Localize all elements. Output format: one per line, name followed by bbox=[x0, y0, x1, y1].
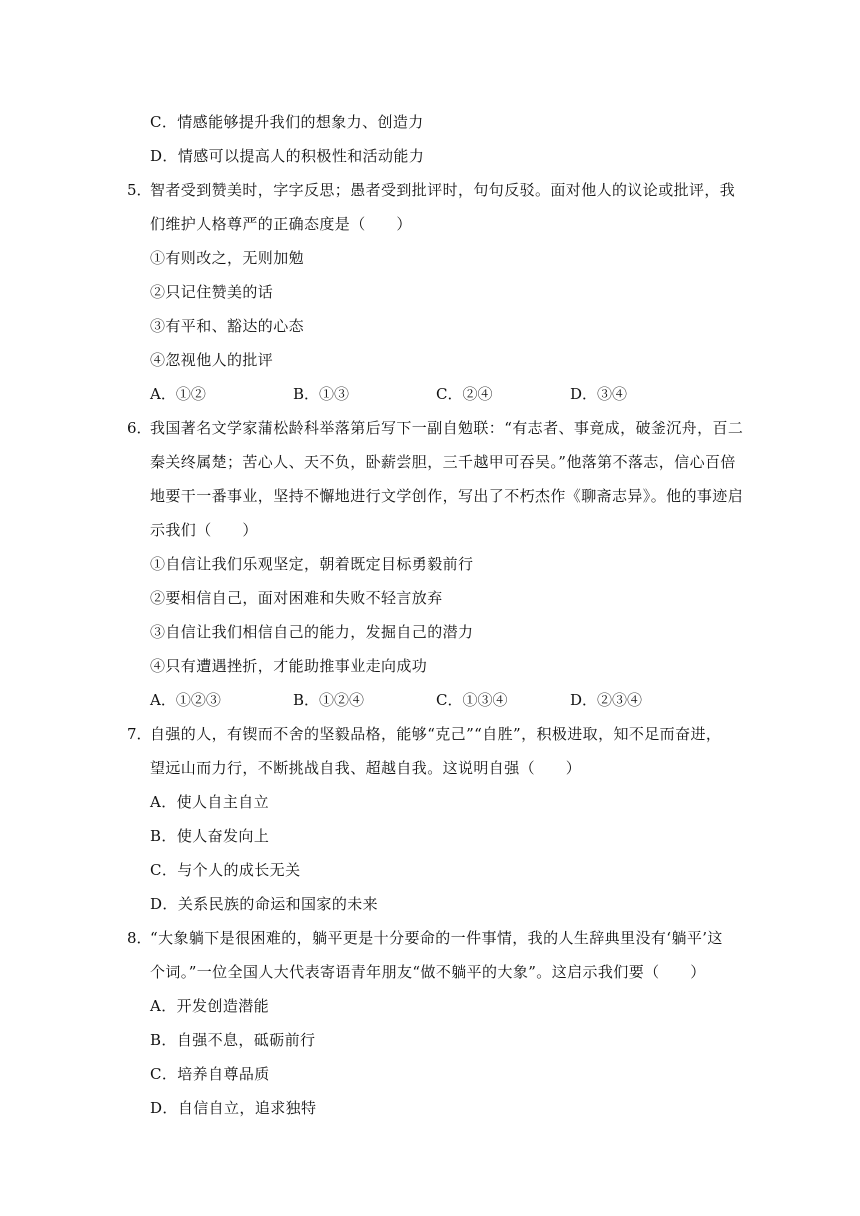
q4-option-d: D．情感可以提高人的积极性和活动能力 bbox=[150, 147, 425, 165]
q6-option-b: B．①②④ bbox=[293, 691, 365, 709]
q7-stem-line: 自强的人，有锲而不舍的坚毅品格，能够“克己”“自胜”，积极进取，知不足而奋进， bbox=[150, 725, 722, 743]
q5-stem-line: 智者受到赞美时，字字反思；愚者受到批评时，句句反驳。面对他人的议论或批评，我 bbox=[150, 181, 736, 199]
q5-item: ④忽视他人的批评 bbox=[150, 351, 274, 369]
q5-item: ②只记住赞美的话 bbox=[150, 283, 274, 301]
q5-item: ①有则改之，无则加勉 bbox=[150, 249, 305, 267]
q7-option-b: B．使人奋发向上 bbox=[150, 827, 270, 845]
q6-option-d: D．②③④ bbox=[570, 691, 643, 709]
q5-option-c: C．②④ bbox=[436, 385, 493, 403]
q5-number: 5． bbox=[127, 181, 152, 199]
q8-stem-line: 个词。”一位全国人大代表寄语青年朋友“做不躺平的大象”。这启示我们要（ ） bbox=[150, 963, 706, 981]
q8-option-d: D．自信自立，追求独特 bbox=[150, 1099, 317, 1117]
q6-item: ③自信让我们相信自己的能力，发掘自己的潜力 bbox=[150, 623, 474, 641]
q6-item: ④只有遭遇挫折，才能助推事业走向成功 bbox=[150, 657, 428, 675]
q6-item: ①自信让我们乐观坚定，朝着既定目标勇毅前行 bbox=[150, 555, 474, 573]
q6-option-a: A．①②③ bbox=[150, 691, 221, 709]
q4-option-c: C．情感能够提升我们的想象力、创造力 bbox=[150, 113, 424, 131]
q6-stem-line: 地要干一番事业，坚持不懈地进行文学创作，写出了不朽杰作《聊斋志异》。他的事迹启 bbox=[150, 487, 744, 505]
q7-stem-line: 望远山而力行，不断挑战自我、超越自我。这说明自强（ ） bbox=[150, 759, 582, 777]
q5-option-b: B．①③ bbox=[293, 385, 350, 403]
q7-option-d: D．关系民族的命运和国家的未来 bbox=[150, 895, 379, 913]
q5-stem-line: 们维护人格尊严的正确态度是（ ） bbox=[150, 215, 412, 233]
q6-number: 6． bbox=[127, 419, 152, 437]
q6-stem-line: 我国著名文学家蒲松龄科举落第后写下一副自勉联：“有志者、事竟成，破釜沉舟，百二 bbox=[150, 419, 744, 437]
q6-option-c: C．①③④ bbox=[436, 691, 508, 709]
q6-stem-line: 秦关终属楚；苦心人、天不负，卧薪尝胆，三千越甲可吞吴。”他落第不落志，信心百倍 bbox=[150, 453, 736, 471]
q8-option-b: B．自强不息，砥砺前行 bbox=[150, 1031, 316, 1049]
q6-stem-line: 示我们（ ） bbox=[150, 521, 258, 539]
q8-option-a: A．开发创造潜能 bbox=[150, 997, 270, 1015]
q8-stem-line: “大象躺下是很困难的，躺平更是十分要命的一件事情，我的人生辞典里没有‘躺平’这 bbox=[150, 929, 723, 947]
q8-option-c: C．培养自尊品质 bbox=[150, 1065, 270, 1083]
q5-item: ③有平和、豁达的心态 bbox=[150, 317, 305, 335]
q7-option-a: A．使人自主自立 bbox=[150, 793, 270, 811]
q8-number: 8． bbox=[127, 929, 152, 947]
q5-option-a: A．①② bbox=[150, 385, 206, 403]
q6-item: ②要相信自己，面对困难和失败不轻言放弃 bbox=[150, 589, 443, 607]
q7-number: 7． bbox=[127, 725, 152, 743]
q5-option-d: D．③④ bbox=[570, 385, 628, 403]
q7-option-c: C．与个人的成长无关 bbox=[150, 861, 301, 879]
